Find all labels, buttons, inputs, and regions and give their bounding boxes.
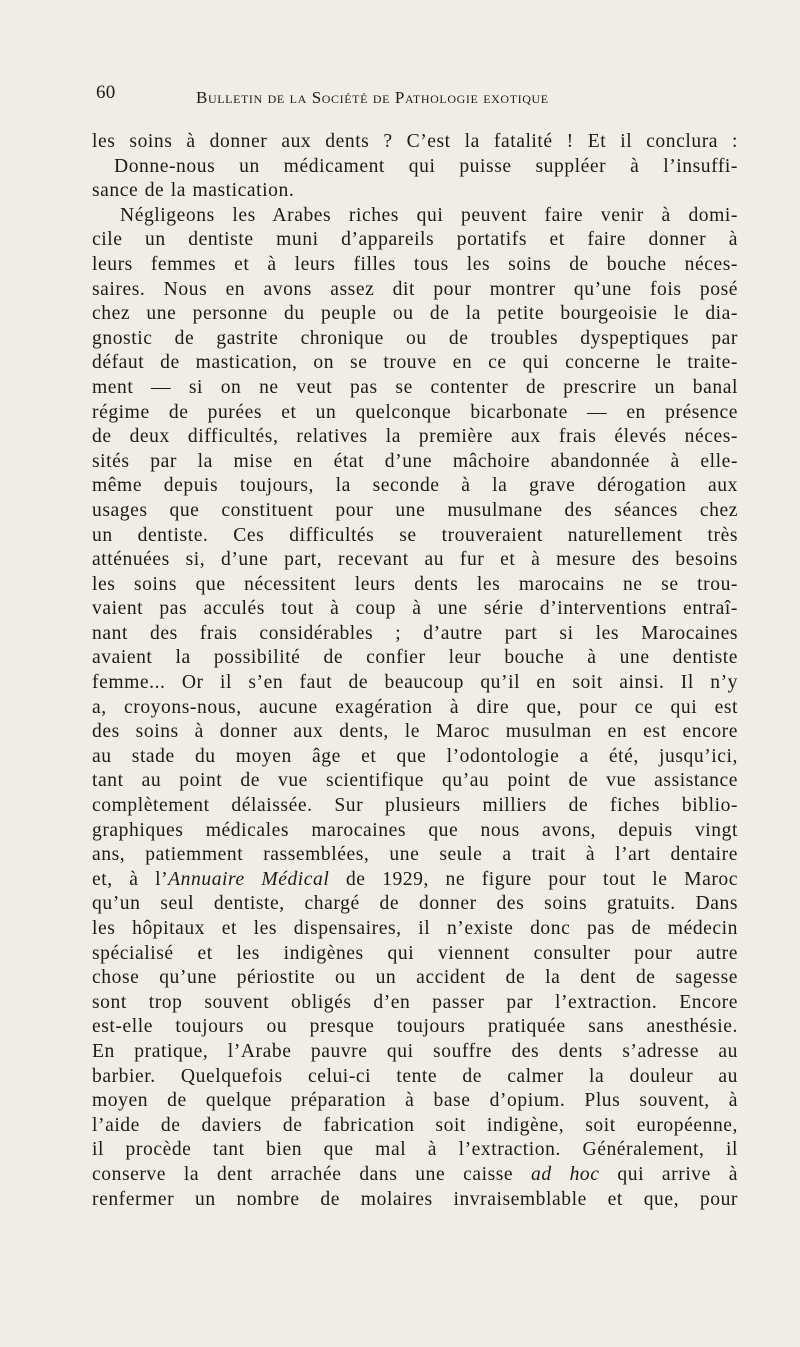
text-line [92,720,738,745]
text-segment: complètement délaissée. Sur plusieurs milliers de fiches biblio- [92,795,738,817]
text-line [92,1163,738,1188]
text-segment: graphiques médicales marocaines que nous avons, depuis vingt [92,819,738,841]
text-line [92,278,738,303]
text-line [92,351,738,376]
text-segment: renfermer un nombre de molaires invraisemblable et que, pour [92,1188,738,1210]
text-line [92,819,738,844]
text-segment: ment — si on ne veut pas se contenter de prescrire un banal [92,376,738,398]
text-line [92,401,738,426]
text-segment: avaient la possibilité de confier leur bouche à une dentiste [92,647,738,669]
text-line [92,327,738,352]
text-segment: sités par la mise en état d’une mâchoire abandonnée à elle- [92,450,738,472]
text-line [92,474,738,499]
text-segment: des soins à donner aux dents, le Maroc musulman en est encore [92,721,738,743]
text-segment: les soins à donner aux dents ? C’est la fatalité ! Et il conclura : [92,131,738,152]
text-segment: qui arrive à [599,1163,738,1185]
text-segment: En pratique, l’Arabe pauvre qui souffre des dents s’adresse au [92,1040,738,1062]
text-line [92,942,738,967]
text-line [92,548,738,573]
text-line [92,376,738,401]
text-line [92,597,738,622]
text-line [92,425,738,450]
text-line [92,1089,738,1114]
text-line [92,1138,738,1163]
text-segment: conserve la dent arrachée dans une caisse [92,1163,532,1185]
text-segment: sance de la mastication. [92,180,295,202]
text-segment: un dentiste. Ces difficultés se trouveraient naturellement très [92,524,738,546]
text-line [92,1040,738,1065]
text-segment: les soins que nécessitent leurs dents les marocains ne se trou- [92,573,738,595]
italic-text: ad hoc [531,1163,600,1185]
text-segment: atténuées si, d’une part, recevant au fur et à mesure des besoins [92,549,738,571]
text-line [92,892,738,917]
text-line [92,179,738,204]
running-head [80,78,740,112]
text-line [92,1188,738,1213]
text-line [92,573,738,598]
text-segment: saires. Nous en avons assez dit pour montrer qu’une fois posé [92,278,738,300]
text-segment: Donne-nous un médicament qui puisse suppléer à l’insuffi- [114,155,738,177]
text-segment: l’aide de daviers de fabrication soit indigène, soit européenne, [92,1114,738,1136]
text-segment: les hôpitaux et les dispensaires, il n’existe donc pas de médecin [92,918,738,939]
text-line [92,917,738,942]
text-segment: gnostic de gastrite chronique ou de troubles dyspeptiques par [92,327,738,349]
text-segment: au stade du moyen âge et que l’odontologie a été, jusqu’ici, [92,745,738,767]
text-segment: nant des frais considérables ; d’autre part si les Marocaines [92,622,738,644]
page [80,78,740,1308]
text-line [92,302,738,327]
text-segment: chose qu’une périostite ou un accident de la dent de sagesse [92,967,738,989]
text-segment: Négligeons les Arabes riches qui peuvent faire venir à domi- [120,204,738,226]
text-line [92,204,738,229]
italic-text: Annuaire Médical [168,868,330,890]
text-line [92,1114,738,1139]
text-segment: et, à l’ [92,868,169,890]
text-segment: leurs femmes et à leurs filles tous les soins de bouche néces- [92,253,738,275]
text-segment: vaient pas acculés tout à coup à une série d’interventions entraî- [92,598,738,620]
text-segment: régime de purées et un quelconque bicarbonate — en présence [92,401,738,423]
text-segment: sont trop souvent obligés d’en passer par l’extraction. Encore [92,991,738,1013]
text-line [92,622,738,647]
text-segment: défaut de mastication, on se trouve en ce qui concerne le traite- [92,352,738,374]
text-segment: de 1929, ne figure pour tout le Maroc [329,868,738,890]
text-segment: moyen de quelque préparation à base d’opium. Plus souvent, à [92,1090,738,1112]
text-segment: il procède tant bien que mal à l’extraction. Généralement, il [92,1139,738,1161]
text-line [92,671,738,696]
text-segment: usages que constituent pour une musulmane des séances chez [92,499,738,521]
text-line [92,1015,738,1040]
text-line [92,1065,738,1090]
text-segment: chez une personne du peuple ou de la petite bourgeoisie le dia- [92,303,738,325]
text-line [92,696,738,721]
text-segment: femme... Or il s’en faut de beaucoup qu’il en soit ainsi. Il n’y [92,672,738,694]
text-line [92,843,738,868]
text-segment: tant au point de vue scientifique qu’au point de vue assistance [92,770,738,792]
text-line [92,499,738,524]
text-segment: a, croyons-nous, aucune exagération à dire que, pour ce qui est [92,696,738,718]
text-line [92,253,738,278]
text-line [92,966,738,991]
text-segment: barbier. Quelquefois celui-ci tente de calmer la douleur au [92,1065,738,1087]
text-segment: de deux difficultés, relatives la première aux frais élevés néces- [92,426,738,448]
text-line [92,868,738,893]
text-segment: spécialisé et les indigènes qui viennent consulter pour autre [92,942,738,964]
text-line [92,991,738,1016]
text-segment: même depuis toujours, la seconde à la grave dérogation aux [92,475,738,497]
text-line [92,769,738,794]
text-line [92,794,738,819]
text-line [92,524,738,549]
text-segment: qu’un seul dentiste, chargé de donner des soins gratuits. Dans [92,893,738,915]
text-line [92,228,738,253]
running-title: Bulletin de la Société de Pathologie exotique [196,88,549,107]
page-number: 60 [96,82,116,103]
body-text [92,130,738,1212]
text-segment: cile un dentiste muni d’appareils portatifs et faire donner à [92,229,738,251]
text-segment: ans, patiemment rassemblées, une seule a trait à l’art dentaire [92,844,738,866]
text-line [92,450,738,475]
text-segment: est-elle toujours ou presque toujours pratiquée sans anesthésie. [92,1016,738,1038]
text-line [92,130,738,155]
text-line [92,646,738,671]
text-line [92,745,738,770]
text-line [92,155,738,180]
